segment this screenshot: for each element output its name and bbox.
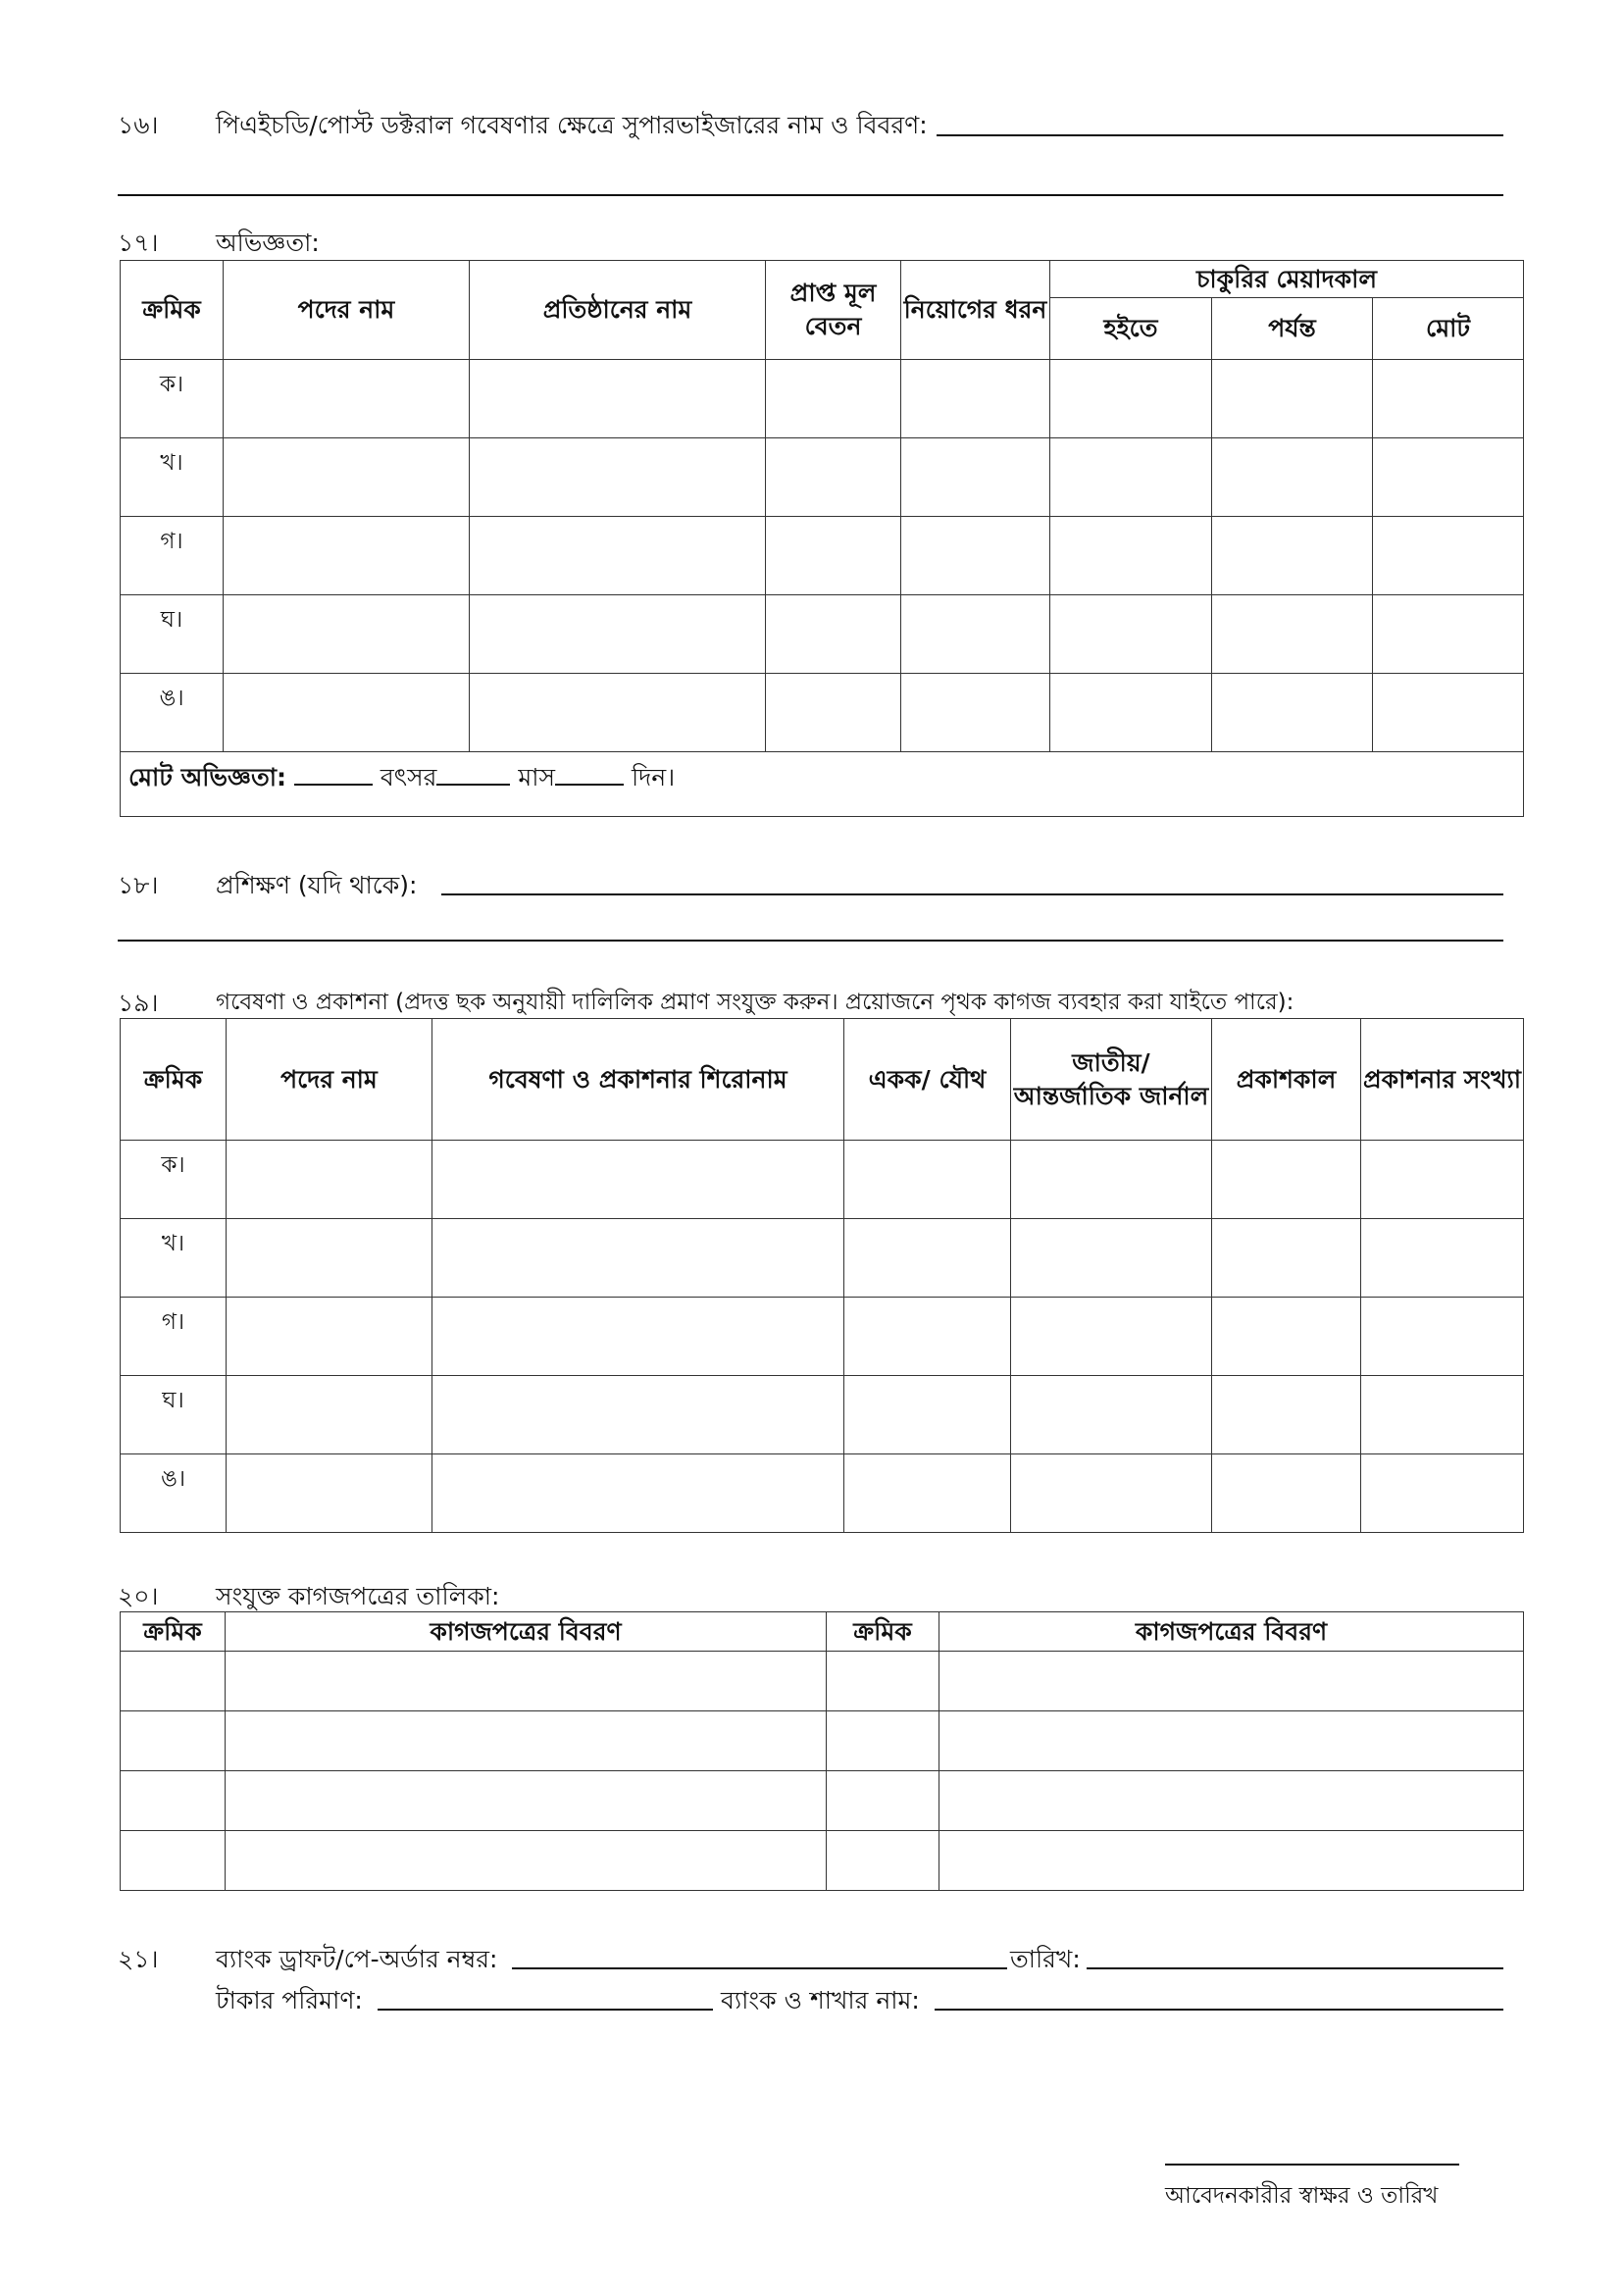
pub-cell[interactable]	[227, 1141, 432, 1219]
exp-header-appointment: নিয়োগের ধরন	[901, 261, 1050, 360]
q20-number: ২০।	[118, 1582, 159, 1610]
att-cell[interactable]	[939, 1771, 1524, 1831]
total-days-input[interactable]	[555, 762, 624, 786]
pub-cell[interactable]	[844, 1376, 1011, 1454]
att-cell[interactable]	[939, 1831, 1524, 1891]
exp-cell[interactable]	[224, 517, 470, 595]
q18-label: প্রশিক্ষণ (যদি থাকে):	[216, 871, 418, 899]
table-row	[121, 1652, 1524, 1711]
pub-header-pub-time: প্রকাশকাল	[1212, 1019, 1361, 1141]
pub-cell[interactable]	[1212, 1454, 1361, 1533]
total-months-input[interactable]	[436, 762, 510, 786]
table-row	[121, 438, 1524, 517]
experience-table	[120, 260, 1524, 817]
pub-row-serial: ক।	[121, 1141, 227, 1219]
publication-table	[120, 1018, 1524, 1533]
exp-cell[interactable]	[470, 360, 766, 438]
att-header-serial-2: ক্রমিক	[827, 1612, 939, 1652]
table-row	[121, 1298, 1524, 1376]
table-row	[121, 1771, 1524, 1831]
exp-row-serial: ঙ।	[121, 674, 224, 752]
table-row	[121, 1711, 1524, 1771]
month-label: মাস	[518, 763, 556, 791]
pub-cell[interactable]	[227, 1298, 432, 1376]
att-header-desc: কাগজপত্রের বিবরণ	[226, 1612, 827, 1652]
pub-row-serial: গ।	[121, 1298, 227, 1376]
q16-supervisor-input-line-2[interactable]	[118, 194, 1503, 196]
attachments-table	[120, 1611, 1524, 1891]
exp-cell[interactable]	[901, 438, 1050, 517]
exp-cell[interactable]	[1373, 360, 1524, 438]
table-row	[121, 1141, 1524, 1219]
q17-label: অভিজ্ঞতা:	[216, 229, 320, 257]
table-row	[121, 1219, 1524, 1298]
exp-cell[interactable]	[766, 595, 901, 674]
year-label: বৎসর	[380, 763, 437, 791]
exp-cell[interactable]	[1212, 674, 1373, 752]
exp-cell[interactable]	[1050, 438, 1212, 517]
exp-cell[interactable]	[224, 595, 470, 674]
exp-header-tenure: চাকুরির মেয়াদকাল	[1050, 261, 1524, 298]
q18-number: ১৮।	[118, 871, 159, 899]
amount-input[interactable]	[378, 2009, 713, 2011]
exp-row-serial: ঘ।	[121, 595, 224, 674]
table-row	[121, 1376, 1524, 1454]
att-cell[interactable]	[939, 1652, 1524, 1711]
pub-row-serial: ঘ।	[121, 1376, 227, 1454]
pub-cell[interactable]	[844, 1141, 1011, 1219]
table-row	[121, 674, 1524, 752]
q20-label: সংযুক্ত কাগজপত্রের তালিকা:	[216, 1582, 500, 1610]
bank-draft-label: ব্যাংক ড্রাফট/পে-অর্ডার নম্বর:	[216, 1945, 498, 1973]
exp-row-serial: ক।	[121, 360, 224, 438]
pub-cell[interactable]	[227, 1376, 432, 1454]
total-experience-row	[121, 752, 1524, 817]
att-cell[interactable]	[827, 1831, 939, 1891]
att-cell[interactable]	[226, 1831, 827, 1891]
exp-cell[interactable]	[224, 438, 470, 517]
bank-draft-number-input[interactable]	[512, 1967, 1007, 1969]
exp-cell[interactable]	[766, 438, 901, 517]
table-row	[121, 1454, 1524, 1533]
pub-cell[interactable]	[1011, 1219, 1212, 1298]
amount-label: টাকার পরিমাণ:	[216, 1986, 363, 2014]
q19-label: গবেষণা ও প্রকাশনা (প্রদত্ত ছক অনুযায়ী দালিলিক প্রমাণ সংযুক্ত করুন। প্রয়োজনে পৃথক কাগজ ব্যবহার করা যাইতে পারে):	[216, 990, 1294, 1015]
exp-header-institution: প্রতিষ্ঠানের নাম	[470, 261, 766, 360]
pub-cell[interactable]	[844, 1219, 1011, 1298]
pub-header-title: গবেষণা ও প্রকাশনার শিরোনাম	[432, 1019, 844, 1141]
exp-cell[interactable]	[1373, 517, 1524, 595]
bank-branch-label: ব্যাংক ও শাখার নাম:	[721, 1986, 920, 2014]
pub-row-serial: খ।	[121, 1219, 227, 1298]
exp-cell[interactable]	[1050, 360, 1212, 438]
exp-header-serial: ক্রমিক	[121, 261, 224, 360]
signature-label: আবেদনকারীর স্বাক্ষর ও তারিখ	[1165, 2183, 1439, 2209]
q18-training-input-line-1[interactable]	[441, 893, 1503, 895]
exp-cell[interactable]	[1373, 595, 1524, 674]
table-row	[121, 595, 1524, 674]
exp-cell[interactable]	[1373, 438, 1524, 517]
date-input[interactable]	[1087, 1967, 1503, 1969]
pub-header-serial: ক্রমিক	[121, 1019, 227, 1141]
pub-cell[interactable]	[227, 1454, 432, 1533]
exp-cell[interactable]	[1212, 360, 1373, 438]
exp-row-serial: গ।	[121, 517, 224, 595]
att-cell[interactable]	[226, 1771, 827, 1831]
pub-cell[interactable]	[1361, 1298, 1524, 1376]
q19-number: ১৯।	[118, 989, 159, 1017]
exp-cell[interactable]	[1050, 517, 1212, 595]
pub-cell[interactable]	[227, 1219, 432, 1298]
pub-row-serial: ঙ।	[121, 1454, 227, 1533]
exp-cell[interactable]	[766, 517, 901, 595]
table-row	[121, 360, 1524, 438]
q16-supervisor-input-line-1[interactable]	[937, 134, 1503, 136]
exp-cell[interactable]	[1050, 674, 1212, 752]
pub-cell[interactable]	[432, 1298, 844, 1376]
pub-cell[interactable]	[1011, 1298, 1212, 1376]
pub-header-pub-count: প্রকাশনার সংখ্যা	[1361, 1019, 1524, 1141]
pub-cell[interactable]	[1212, 1376, 1361, 1454]
exp-header-post: পদের নাম	[224, 261, 470, 360]
pub-cell[interactable]	[432, 1376, 844, 1454]
pub-cell[interactable]	[844, 1454, 1011, 1533]
exp-cell[interactable]	[1212, 595, 1373, 674]
exp-cell[interactable]	[766, 674, 901, 752]
pub-cell[interactable]	[432, 1141, 844, 1219]
pub-cell[interactable]	[1212, 1298, 1361, 1376]
pub-cell[interactable]	[1361, 1454, 1524, 1533]
total-experience-label: মোট অভিজ্ঞতা:	[128, 763, 286, 791]
pub-header-journal: জাতীয়/ আন্তর্জাতিক জার্নাল	[1011, 1019, 1212, 1141]
exp-header-to: পর্যন্ত	[1212, 298, 1373, 360]
exp-cell[interactable]	[470, 674, 766, 752]
att-cell[interactable]	[121, 1652, 226, 1711]
att-cell[interactable]	[121, 1831, 226, 1891]
exp-cell[interactable]	[1050, 595, 1212, 674]
pub-cell[interactable]	[1212, 1219, 1361, 1298]
pub-cell[interactable]	[1361, 1376, 1524, 1454]
pub-cell[interactable]	[1011, 1376, 1212, 1454]
table-row	[121, 1831, 1524, 1891]
exp-header-from: হইতে	[1050, 298, 1212, 360]
pub-cell[interactable]	[1212, 1141, 1361, 1219]
table-row	[121, 517, 1524, 595]
exp-header-salary: প্রাপ্ত মূল বেতন	[766, 261, 901, 360]
pub-cell[interactable]	[1011, 1454, 1212, 1533]
exp-cell[interactable]	[1212, 438, 1373, 517]
pub-cell[interactable]	[1361, 1141, 1524, 1219]
att-cell[interactable]	[827, 1652, 939, 1711]
total-years-input[interactable]	[294, 762, 373, 786]
att-cell[interactable]	[939, 1711, 1524, 1771]
q16-number: ১৬।	[118, 111, 159, 139]
exp-cell[interactable]	[224, 360, 470, 438]
att-cell[interactable]	[827, 1771, 939, 1831]
q16-label: পিএইচডি/পোস্ট ডক্টরাল গবেষণার ক্ষেত্রে সুপারভাইজারের নাম ও বিবরণ:	[216, 111, 928, 139]
att-cell[interactable]	[121, 1711, 226, 1771]
att-cell[interactable]	[121, 1771, 226, 1831]
pub-header-single-joint: একক/ যৌথ	[844, 1019, 1011, 1141]
att-cell[interactable]	[226, 1652, 827, 1711]
exp-cell[interactable]	[470, 517, 766, 595]
q21-number: ২১।	[118, 1945, 159, 1973]
signature-line[interactable]	[1165, 2164, 1459, 2166]
pub-cell[interactable]	[432, 1454, 844, 1533]
exp-cell[interactable]	[901, 517, 1050, 595]
pub-cell[interactable]	[844, 1298, 1011, 1376]
exp-header-total: মোট	[1373, 298, 1524, 360]
exp-cell[interactable]	[224, 674, 470, 752]
date-label: তারিখ:	[1010, 1945, 1081, 1973]
exp-row-serial: খ।	[121, 438, 224, 517]
day-label: দিন।	[631, 763, 676, 791]
exp-cell[interactable]	[470, 438, 766, 517]
att-header-desc-2: কাগজপত্রের বিবরণ	[939, 1612, 1524, 1652]
q17-number: ১৭।	[118, 229, 159, 257]
exp-cell[interactable]	[1373, 674, 1524, 752]
pub-header-post: পদের নাম	[227, 1019, 432, 1141]
exp-cell[interactable]	[766, 360, 901, 438]
q18-training-input-line-2[interactable]	[118, 940, 1503, 942]
bank-branch-input[interactable]	[935, 2009, 1503, 2011]
att-header-serial: ক্রমিক	[121, 1612, 226, 1652]
pub-cell[interactable]	[1361, 1219, 1524, 1298]
att-cell[interactable]	[226, 1711, 827, 1771]
exp-cell[interactable]	[1212, 517, 1373, 595]
exp-cell[interactable]	[901, 674, 1050, 752]
exp-cell[interactable]	[901, 360, 1050, 438]
pub-cell[interactable]	[432, 1219, 844, 1298]
att-cell[interactable]	[827, 1711, 939, 1771]
exp-cell[interactable]	[470, 595, 766, 674]
pub-cell[interactable]	[1011, 1141, 1212, 1219]
exp-cell[interactable]	[901, 595, 1050, 674]
